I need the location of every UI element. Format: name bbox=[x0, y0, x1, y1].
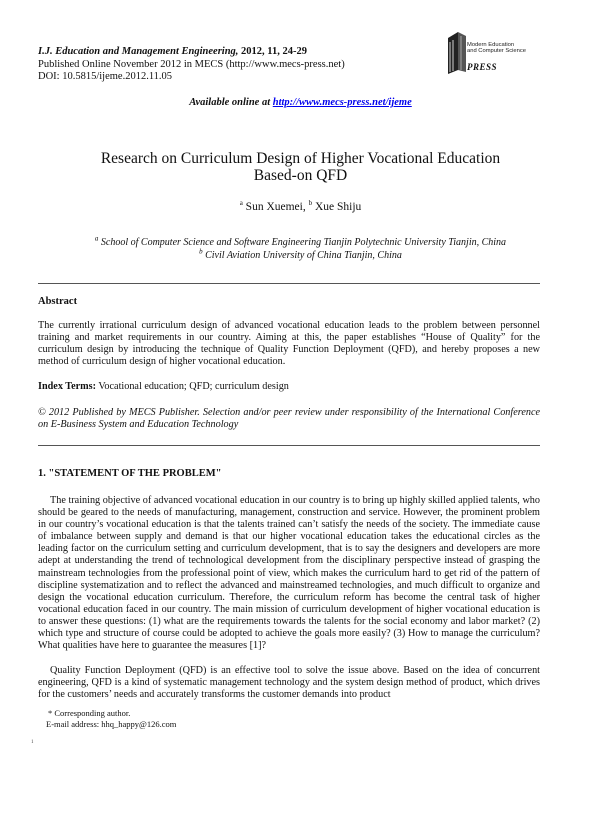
affil-a: School of Computer Science and Software Engineering Tianjin Polytechnic University Tianjin, China bbox=[98, 237, 507, 248]
abstract-text: The currently irrational curriculum design of advanced vocational education leads to the problem between personnel training and market requirements in our country. Aiming at this, the paper establishes “House of Quality” for the curriculum design by introducing the technique of Quality Function Deployment (QFD), and hereby proposes a new method of curriculum design of higher vocational education. bbox=[38, 320, 540, 368]
author-b: Xue Shiju bbox=[312, 201, 362, 213]
divider-top bbox=[38, 283, 540, 284]
page-mark: 1 bbox=[31, 740, 34, 745]
affiliations bbox=[20, 234, 581, 262]
footnote bbox=[48, 708, 176, 729]
section-1-paragraph-2: Quality Function Deployment (QFD) is an effective tool to solve the issue above. Based on the idea of concurrent engineering, QFD is a kind of systematic management technology and the system design method of product, which drives for the customers’ needs and accurately transforms the customer demands into product bbox=[38, 665, 540, 701]
book-stack-icon bbox=[446, 30, 468, 76]
journal-header bbox=[38, 46, 345, 84]
published-line: Published Online November 2012 in MECS (http://www.mecs-press.net) bbox=[38, 58, 345, 70]
footnote-corresponding: * Corresponding author. bbox=[48, 708, 131, 718]
logo-line-2: and Computer Science bbox=[467, 48, 526, 55]
author-a: Sun Xuemei, bbox=[242, 201, 309, 213]
journal-issue: 2012, 11, 24-29 bbox=[238, 46, 307, 57]
available-prefix: Available online at bbox=[189, 97, 273, 108]
affil-a-sup: a bbox=[94, 234, 99, 243]
index-terms-value: Vocational education; QFD; curriculum design bbox=[96, 381, 289, 392]
logo-text bbox=[467, 42, 526, 55]
section-1-paragraph-1: The training objective of advanced vocational education in our country is to bring up highly skilled applied talents, who should be geared to the needs of manufacturing, management, construction and service. However, the prominent problem in our country’s vocational education is that the talents trained can’t satisfy the needs of the society. The immediate cause of imbalance between supply and demand is that our higher vocational education takes the educational circles as the leading factor on the curriculum setting and curriculum development, that is to say the designers and developers are more adept at understanding the trend of technological development from the disciplinary perspective instead of grasping the mainstream technologies from the professional point of view, which makes the curriculum hard to get rid of the pattern of discipline systematization and to reflect the advanced and mainstreamed technologies, and much difficult to organize and design the vocational education curriculum. Therefore, the curriculum reform has become the central task of higher vocational education faced in our country. The main mission of curriculum development of higher vocational education is to answer these questions: (1) what are the requirements towards the talents for the social economy and labor market? (2) which type and structure of course could be adopted to achieve the goals more easily? (3) How to manage the curriculum? What qualities have here to guarantee the measures [1]? bbox=[38, 495, 540, 652]
index-terms bbox=[38, 381, 540, 393]
journal-url-link[interactable]: http://www.mecs-press.net/ijeme bbox=[272, 97, 412, 108]
journal-name: I.J. Education and Management Engineering, bbox=[38, 46, 239, 57]
doi-line: DOI: 10.5815/ijeme.2012.11.05 bbox=[38, 71, 173, 82]
affil-b: Civil Aviation University of China Tianjin, China bbox=[202, 249, 402, 261]
abstract-heading: Abstract bbox=[38, 296, 78, 307]
author-b-sup: b bbox=[308, 199, 313, 208]
logo-press: PRESS bbox=[467, 62, 498, 72]
authors bbox=[0, 201, 601, 213]
copyright-note: © 2012 Published by MECS Publisher. Selection and/or peer review under responsibility of the International Conference on E-Business System and Education Technology bbox=[38, 407, 540, 431]
logo-line-1: Modern Education bbox=[467, 42, 515, 48]
divider-bottom bbox=[38, 445, 540, 446]
available-online bbox=[0, 97, 601, 108]
title-line-1: Research on Curriculum Design of Higher Vocational Education bbox=[100, 150, 501, 167]
index-terms-label: Index Terms: bbox=[38, 381, 97, 392]
publisher-logo bbox=[446, 28, 538, 84]
paper-title bbox=[30, 150, 571, 184]
title-line-2: Based-on QFD bbox=[253, 167, 348, 184]
author-a-sup: a bbox=[239, 199, 243, 208]
section-1-heading: 1. "STATEMENT OF THE PROBLEM" bbox=[38, 468, 222, 479]
affil-b-sup: b bbox=[199, 247, 203, 256]
footnote-email: E-mail address: hhq_happy@126.com bbox=[46, 718, 177, 729]
